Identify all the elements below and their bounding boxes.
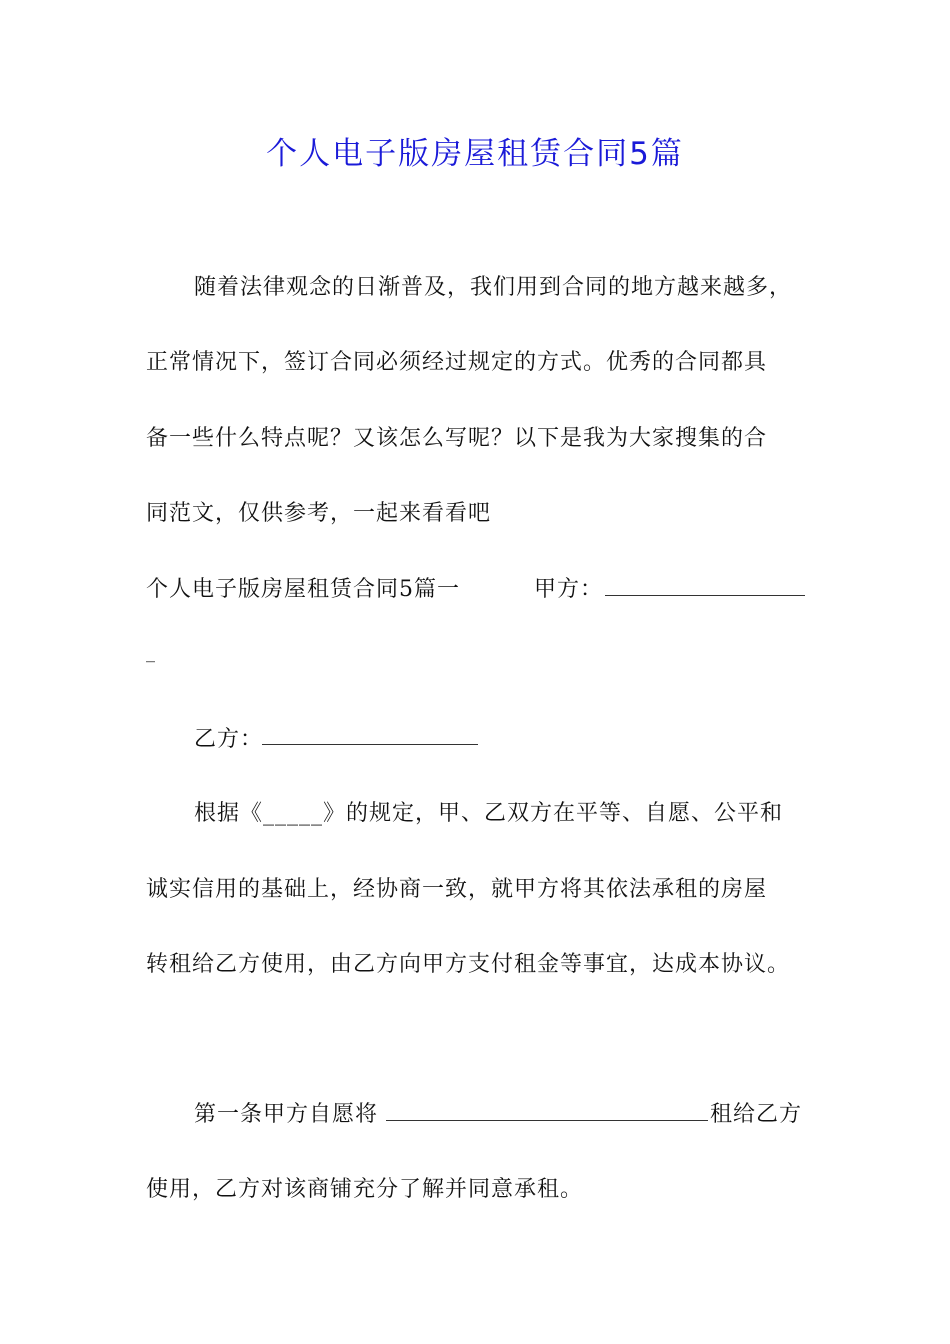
party-a-continuation: _ <box>146 642 156 663</box>
basis-line-2: 诚实信用的基础上，经协商一致，就甲方将其依法承租的房屋 <box>146 877 768 902</box>
intro-line-2: 正常情况下，签订合同必须经过规定的方式。优秀的合同都具 <box>146 350 768 375</box>
basis-suffix: 》的规定，甲、乙双方在平等、自愿、公平和 <box>323 801 784 826</box>
article-1-line-2: 使用，乙方对该商铺充分了解并同意承租。 <box>146 1177 584 1202</box>
basis-line-3: 转租给乙方使用，由乙方向甲方支付租金等事宜，达成本协议。 <box>146 952 791 977</box>
party-a-blank <box>605 573 805 596</box>
party-a-label: 甲方： <box>534 577 604 602</box>
intro-line-3: 备一些什么特点呢？又该怎么写呢？以下是我为大家搜集的合 <box>146 426 768 451</box>
basis-prefix: 根据《 <box>194 801 264 826</box>
law-name-blank: _____ <box>263 801 324 826</box>
party-b-label: 乙方： <box>194 727 264 752</box>
section-heading: 个人电子版房屋租赁合同5篇一 <box>146 577 460 602</box>
premises-blank <box>386 1098 708 1121</box>
document-title: 个人电子版房屋租赁合同5篇 <box>266 136 684 172</box>
article-1-prefix: 第一条甲方自愿将 <box>194 1102 379 1127</box>
intro-line-1: 随着法律观念的日渐普及，我们用到合同的地方越来越多， <box>194 275 793 300</box>
basis-line-1 <box>194 796 783 827</box>
intro-line-4: 同范文，仅供参考，一起来看看吧 <box>146 501 492 526</box>
party-b-blank <box>262 722 478 745</box>
article-1-suffix: 租给乙方 <box>710 1102 803 1127</box>
